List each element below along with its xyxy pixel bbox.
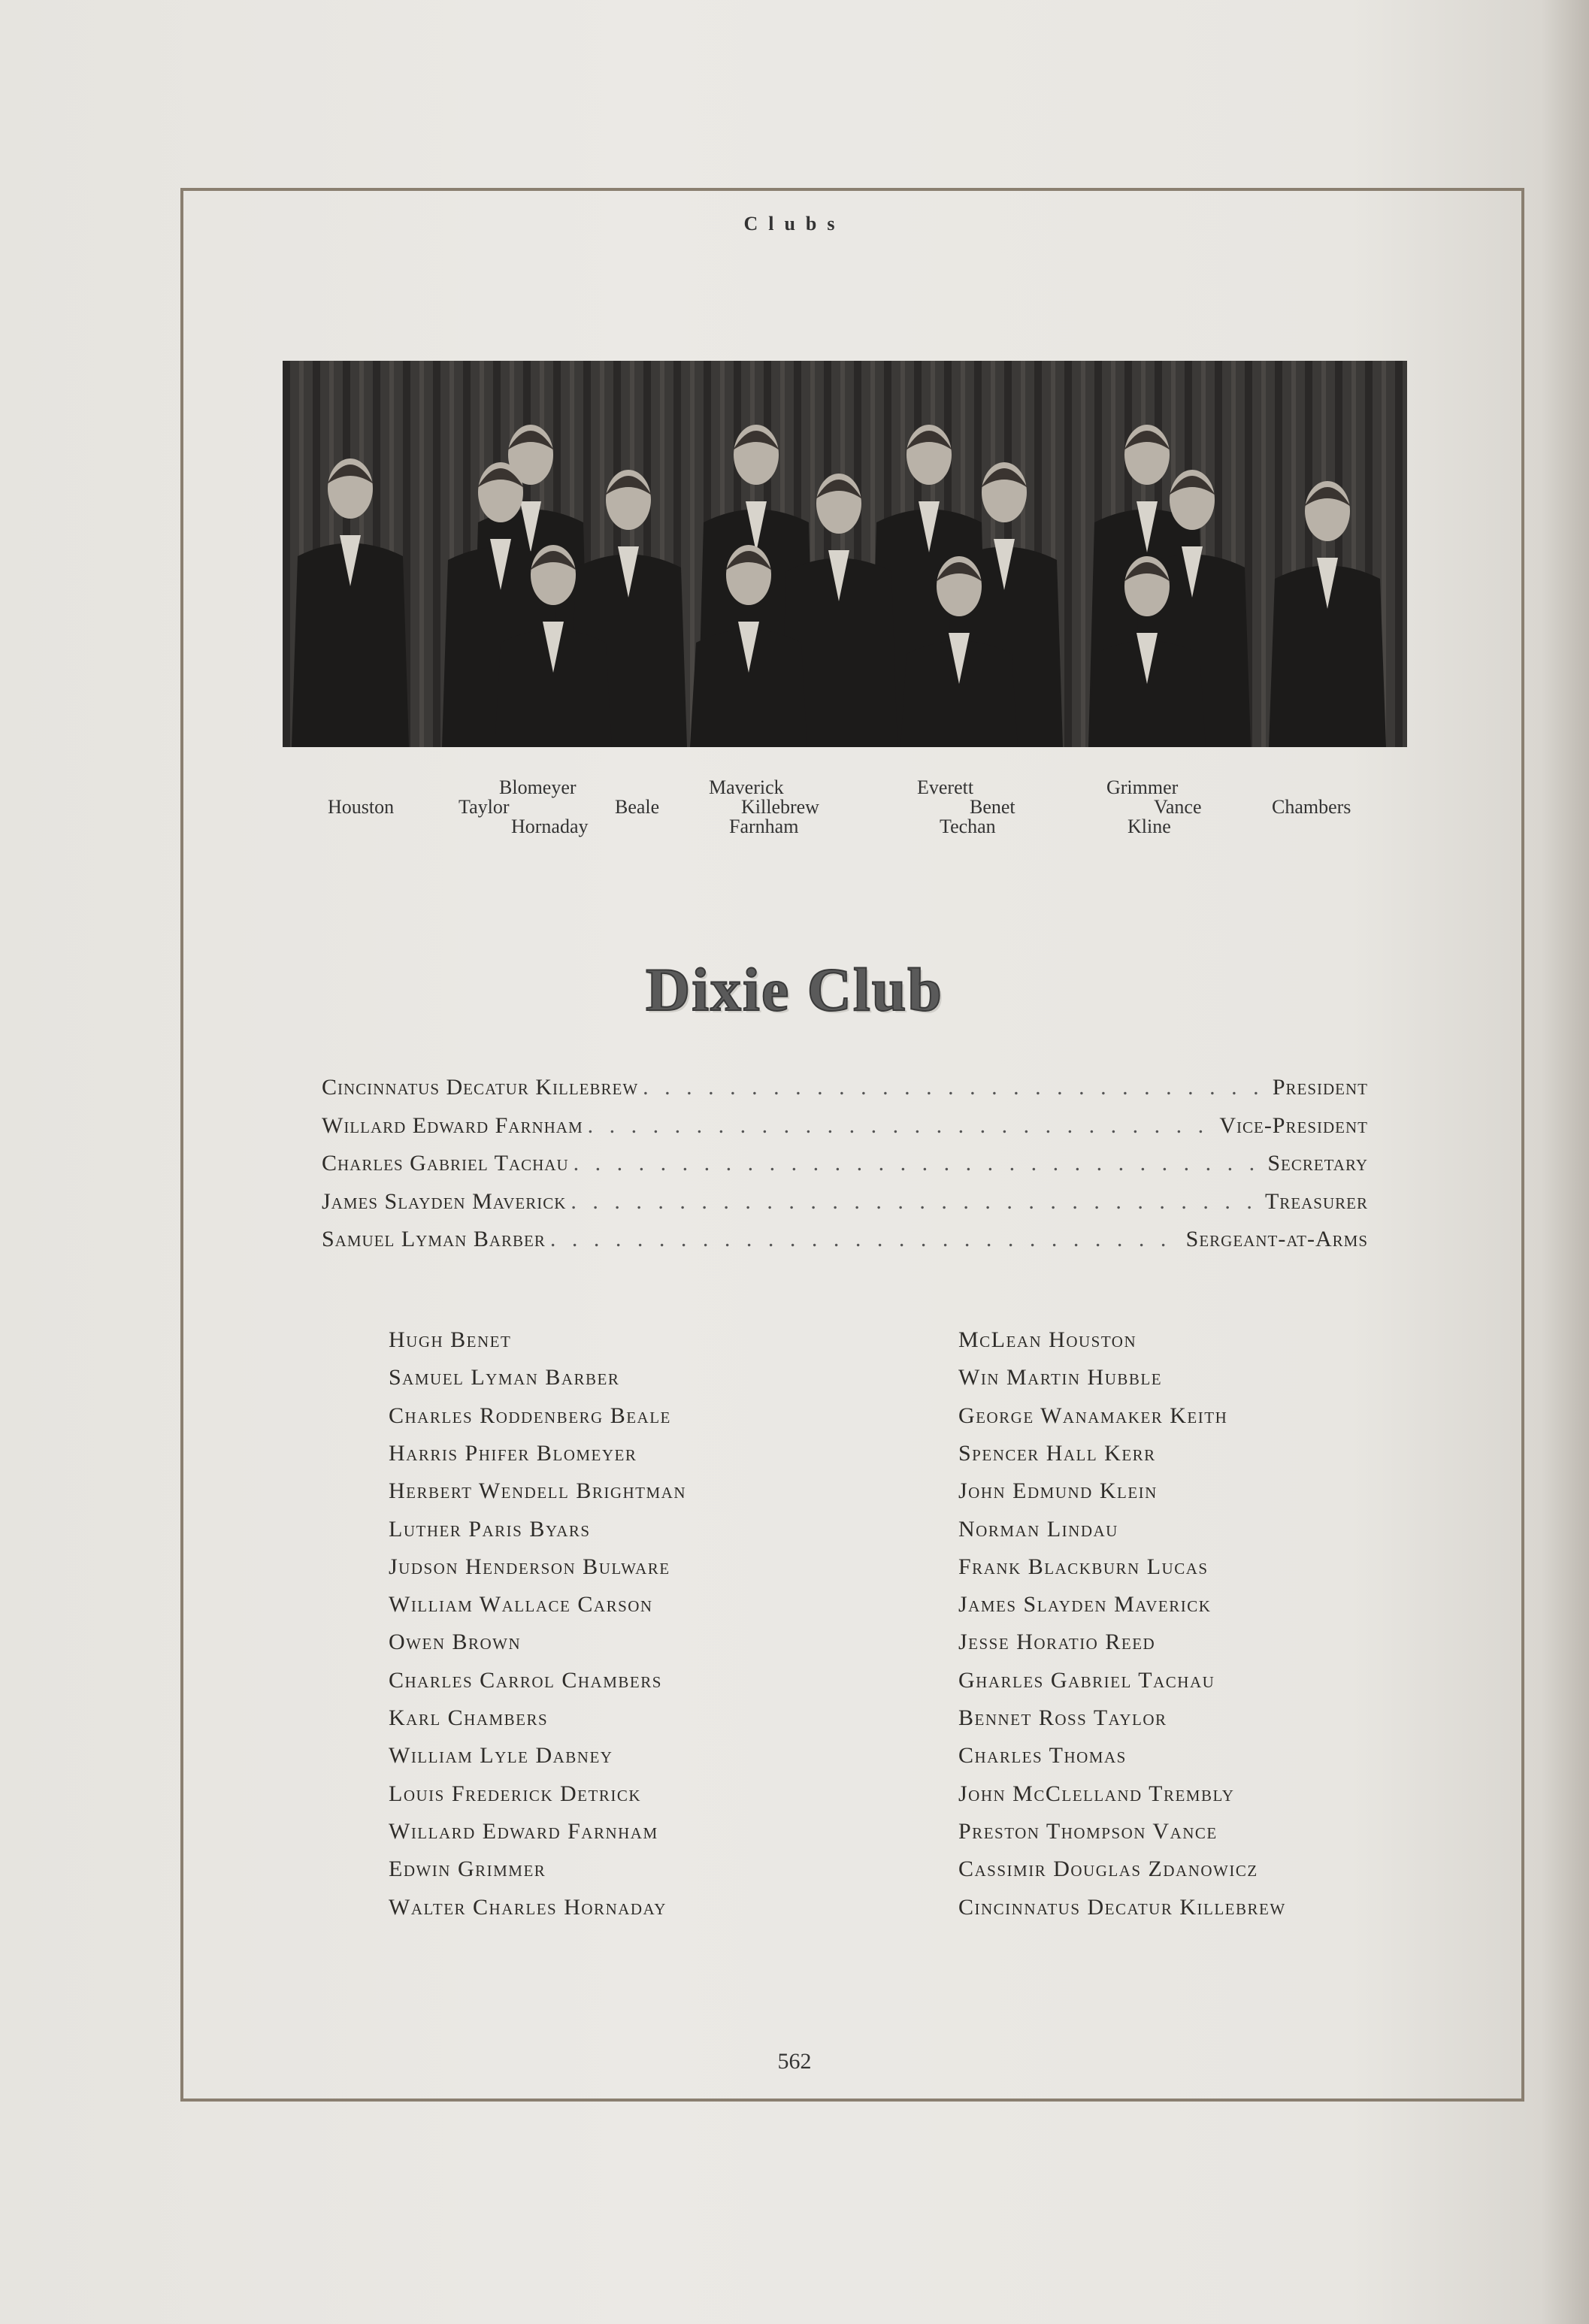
officer-row — [322, 1189, 1368, 1219]
photo-caption-name: Benet — [970, 796, 1015, 818]
member-name: Owen Brown — [389, 1630, 522, 1655]
photo-caption-name: Killebrew — [741, 796, 819, 818]
photo-caption-name: Everett — [917, 776, 974, 798]
member-name: Samuel Lyman Barber — [389, 1365, 620, 1390]
member-name: Judson Henderson Bulware — [389, 1554, 670, 1579]
member-name: Frank Blackburn Lucas — [958, 1554, 1209, 1579]
member-name: Charles Roddenberg Beale — [389, 1403, 671, 1428]
group-photograph — [283, 361, 1407, 747]
photo-caption-name: Farnham — [729, 816, 799, 837]
photo-caption-name: Grimmer — [1106, 776, 1179, 798]
club-title: Dixie Club — [646, 955, 943, 1024]
member-name: William Lyle Dabney — [389, 1743, 613, 1769]
member-name: Cincinnatus Decatur Killebrew — [958, 1894, 1286, 1920]
member-name: John McClelland Trembly — [958, 1781, 1235, 1806]
member-name: Herbert Wendell Brightman — [389, 1478, 686, 1504]
member-name: Win Martin Hubble — [958, 1365, 1163, 1390]
photo-caption-name: Hornaday — [511, 816, 589, 837]
officer-office: Secretary — [1267, 1151, 1368, 1176]
photo-caption-name: Vance — [1154, 796, 1202, 818]
officer-row — [322, 1151, 1368, 1181]
officer-name: James Slayden Maverick — [322, 1188, 567, 1214]
member-name: Charles Carrol Chambers — [389, 1667, 662, 1693]
leader-dots — [643, 1075, 1268, 1100]
member-name: Charles Thomas — [958, 1743, 1127, 1769]
member-name: Harris Phifer Blomeyer — [389, 1440, 637, 1466]
officer-row — [322, 1113, 1368, 1143]
officer-office: Vice-President — [1219, 1112, 1368, 1138]
member-name: James Slayden Maverick — [958, 1592, 1212, 1617]
member-name: Jesse Horatio Reed — [958, 1630, 1156, 1655]
member-name: Norman Lindau — [958, 1516, 1118, 1542]
member-name: Edwin Grimmer — [389, 1856, 546, 1882]
officer-name: Willard Edward Farnham — [322, 1112, 583, 1138]
leader-dots — [588, 1113, 1215, 1139]
member-name: Luther Paris Byars — [389, 1516, 591, 1542]
leader-dots — [550, 1227, 1182, 1252]
member-name: McLean Houston — [958, 1327, 1137, 1352]
member-name: Walter Charles Hornaday — [389, 1894, 667, 1920]
photo-caption-name: Chambers — [1272, 796, 1351, 818]
member-name: Louis Frederick Detrick — [389, 1781, 642, 1806]
member-name: Bennet Ross Taylor — [958, 1705, 1167, 1730]
officer-name: Samuel Lyman Barber — [322, 1227, 546, 1251]
photo-caption-name: Houston — [328, 796, 395, 818]
officer-name: Charles Gabriel Tachau — [322, 1151, 569, 1176]
officer-name: Cincinnatus Decatur Killebrew — [322, 1075, 639, 1100]
member-name: William Wallace Carson — [389, 1592, 653, 1617]
group-photo-image — [283, 361, 1407, 747]
photo-caption-name: Beale — [615, 796, 660, 818]
member-name: Spencer Hall Kerr — [958, 1440, 1156, 1466]
photo-caption-name: Maverick — [709, 776, 784, 798]
member-name: Gharles Gabriel Tachau — [958, 1667, 1215, 1693]
member-name: Karl Chambers — [389, 1705, 549, 1730]
leader-dots — [574, 1151, 1264, 1176]
member-name: John Edmund Klein — [958, 1478, 1158, 1504]
photo-caption-name: Blomeyer — [499, 776, 577, 798]
member-name: Preston Thompson Vance — [958, 1818, 1218, 1844]
member-name: Willard Edward Farnham — [389, 1818, 658, 1844]
photo-caption-name: Techan — [940, 816, 996, 837]
officer-office: Sergeant-at-Arms — [1185, 1227, 1368, 1251]
officer-office: President — [1272, 1075, 1368, 1100]
photo-caption-name: Kline — [1127, 816, 1171, 837]
photo-caption-name: Taylor — [459, 796, 510, 818]
member-name: Cassimir Douglas Zdanowicz — [958, 1856, 1258, 1882]
running-head: Clubs — [743, 213, 846, 235]
officer-row — [322, 1227, 1368, 1257]
member-name: George Wanamaker Keith — [958, 1403, 1228, 1428]
officer-row — [322, 1075, 1368, 1105]
officer-office: Treasurer — [1264, 1188, 1368, 1214]
member-name: Hugh Benet — [389, 1327, 512, 1352]
page-number: 562 — [777, 2049, 812, 2074]
leader-dots — [571, 1189, 1261, 1215]
